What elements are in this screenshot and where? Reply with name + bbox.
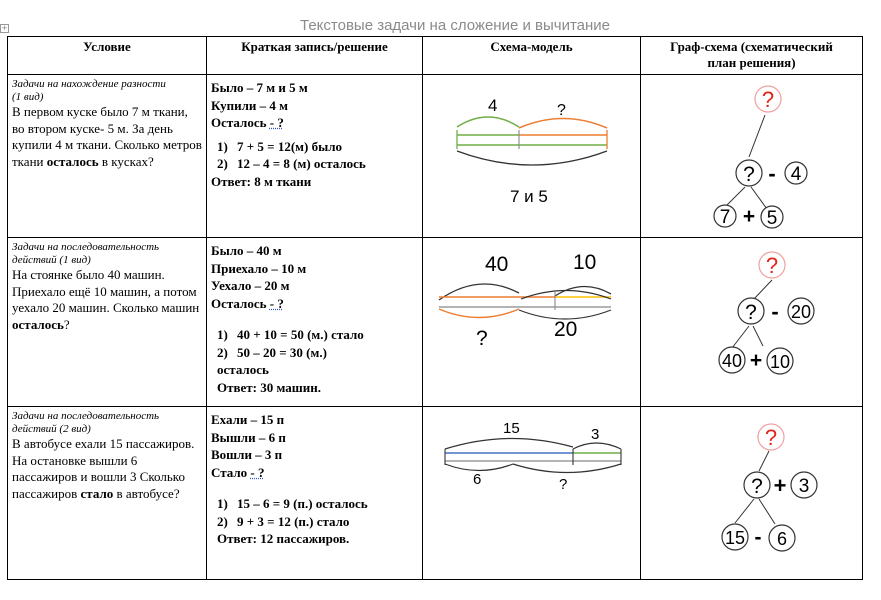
model-label: ? — [476, 327, 488, 350]
header-graph — [641, 37, 863, 75]
model-cell — [423, 407, 641, 580]
graph-label-result: ? — [764, 425, 778, 450]
tasks-table — [7, 36, 863, 580]
model-label: 3 — [591, 426, 600, 443]
brace-top — [445, 438, 573, 449]
model-label: 40 — [485, 253, 509, 276]
graph-cell — [641, 75, 863, 238]
graph-operator: + — [742, 205, 756, 228]
solution-cell — [207, 238, 423, 407]
svg-text:40: 40 — [721, 351, 743, 371]
solution-step: 1) 40 + 10 = 50 (м.) стало — [217, 327, 364, 342]
graph-cell — [641, 407, 863, 580]
model-label: ? — [559, 476, 568, 493]
solution-step: 2) 50 – 20 = 30 (м.) — [217, 344, 327, 360]
model-label: 10 — [573, 251, 597, 274]
solution-step: 1) 15 – 6 = 9 (п.) осталось — [217, 496, 368, 511]
task-text-end: ? — [63, 316, 70, 332]
task-keyword: осталось — [46, 153, 99, 169]
solution-step-cont: осталось — [217, 362, 269, 377]
graph-operator: - — [771, 299, 779, 324]
brace-bottom — [457, 151, 607, 165]
graph-scheme — [641, 75, 862, 232]
brace-bottom-orange — [439, 309, 519, 318]
brace-top — [573, 443, 621, 449]
answer-line: Ответ: 12 пассажиров. — [217, 531, 350, 546]
page-title: Текстовые задачи на сложение и вычитание — [300, 17, 611, 34]
svg-text:?: ? — [745, 301, 757, 324]
note-line: Вошли – 3 п — [211, 447, 283, 462]
task-keyword: осталось — [12, 316, 64, 332]
svg-text:?: ? — [743, 163, 755, 186]
graph-label-result: ? — [761, 87, 775, 112]
task-text-end: в кусках? — [98, 153, 154, 169]
solution-cell — [207, 75, 423, 238]
task-kind: Задачи на последовательность — [12, 410, 160, 422]
graph-operator: - — [768, 161, 776, 186]
condition-cell — [8, 238, 207, 407]
graph-operator: + — [749, 349, 763, 372]
task-kind: Задачи на нахождение разности — [12, 78, 166, 90]
note-line: Уехало – 20 м — [211, 278, 290, 293]
model-label: 7 и 5 — [510, 187, 548, 206]
solution-cell — [207, 407, 423, 580]
svg-text:4: 4 — [790, 164, 802, 185]
note-line: Ехали – 15 п — [211, 412, 285, 427]
task-text: В первом куске было 7 м ткани, во втором куске- 5 м. За день купили 4 м ткани. Сколько метров ткани — [12, 104, 202, 169]
note-line: Было – 40 м — [211, 243, 282, 258]
note-line: Было – 7 м и 5 м — [211, 80, 308, 95]
graph-operator: + — [773, 473, 787, 498]
condition-cell — [8, 407, 207, 580]
unknown-mark: - ? — [269, 115, 284, 130]
header-graph-line1: Граф-схема (схематический — [670, 39, 833, 54]
solution-step: 2) 12 – 4 = 8 (м) осталось — [217, 156, 366, 171]
condition-cell — [8, 75, 207, 238]
model-cell — [423, 238, 641, 407]
table-row — [8, 407, 863, 580]
svg-text:7: 7 — [719, 207, 731, 228]
table-row — [8, 238, 863, 407]
solution-step: 1) 7 + 5 = 12(м) было — [217, 138, 343, 154]
task-kind-sub: действий (2 вид) — [12, 423, 91, 435]
svg-text:3: 3 — [798, 476, 810, 497]
header-row — [8, 37, 863, 75]
note-line: Купили – 4 м — [211, 97, 288, 113]
graph-operator: - — [754, 526, 762, 549]
note-line: Вышли – 6 п — [211, 429, 286, 445]
task-kind-sub: (1 вид) — [12, 91, 44, 103]
brace-top-orange — [519, 119, 607, 129]
model-label: 20 — [554, 318, 578, 341]
task-text: На стоянке было 40 машин. Приехало ещё 10 машин, а потом уехало 20 машин. Сколько машин — [12, 267, 200, 315]
header-solution: Краткая запись/решение — [207, 37, 423, 75]
header-condition: Условие — [8, 37, 207, 75]
graph-scheme — [641, 238, 862, 401]
svg-text:20: 20 — [790, 302, 812, 322]
graph-scheme — [641, 407, 862, 574]
unknown-mark: - ? — [269, 295, 284, 311]
brace-bottom — [445, 464, 513, 471]
svg-text:10: 10 — [769, 352, 791, 372]
table-row — [8, 75, 863, 238]
segment-model-diagram — [423, 407, 640, 574]
model-label: 6 — [473, 471, 482, 488]
graph-label-result: ? — [765, 253, 779, 278]
task-text-end: в автобусе? — [113, 485, 180, 501]
note-line: Приехало – 10 м — [211, 260, 307, 276]
note-line-question: Стало - ? — [211, 464, 265, 480]
brace-bottom — [513, 464, 621, 473]
brace-top-green — [457, 117, 519, 127]
model-label: 4 — [488, 96, 498, 115]
model-cell — [423, 75, 641, 238]
svg-text:15: 15 — [724, 528, 746, 548]
note-line-question: Осталось - ? — [211, 295, 284, 311]
segment-model-diagram — [423, 75, 640, 232]
table-anchor-icon[interactable]: + — [1, 24, 8, 32]
model-label: ? — [557, 102, 566, 119]
svg-text:5: 5 — [766, 208, 778, 229]
segment-model-diagram — [423, 238, 640, 401]
task-kind: Задачи на последовательность — [12, 241, 160, 253]
svg-text:?: ? — [751, 475, 763, 498]
task-text: В автобусе ехали 15 пассажиров. На остановке вышли 6 пассажиров и вошли 3 Сколько пассажиров — [12, 436, 195, 501]
answer-line: Ответ: 30 машин. — [217, 379, 321, 395]
graph-cell — [641, 238, 863, 407]
svg-text:6: 6 — [776, 529, 788, 549]
header-graph-line2: план решения) — [707, 55, 796, 70]
note-line-question: Осталось - ? — [211, 115, 284, 130]
header-model: Схема-модель — [423, 37, 641, 75]
task-keyword: стало — [80, 485, 114, 501]
task-kind-sub: действий (1 вид) — [12, 254, 91, 266]
unknown-mark: - ? — [250, 464, 265, 480]
answer-line: Ответ: 8 м ткани — [211, 173, 312, 189]
model-label: 15 — [503, 420, 520, 437]
solution-step: 2) 9 + 3 = 12 (п.) стало — [217, 513, 350, 529]
